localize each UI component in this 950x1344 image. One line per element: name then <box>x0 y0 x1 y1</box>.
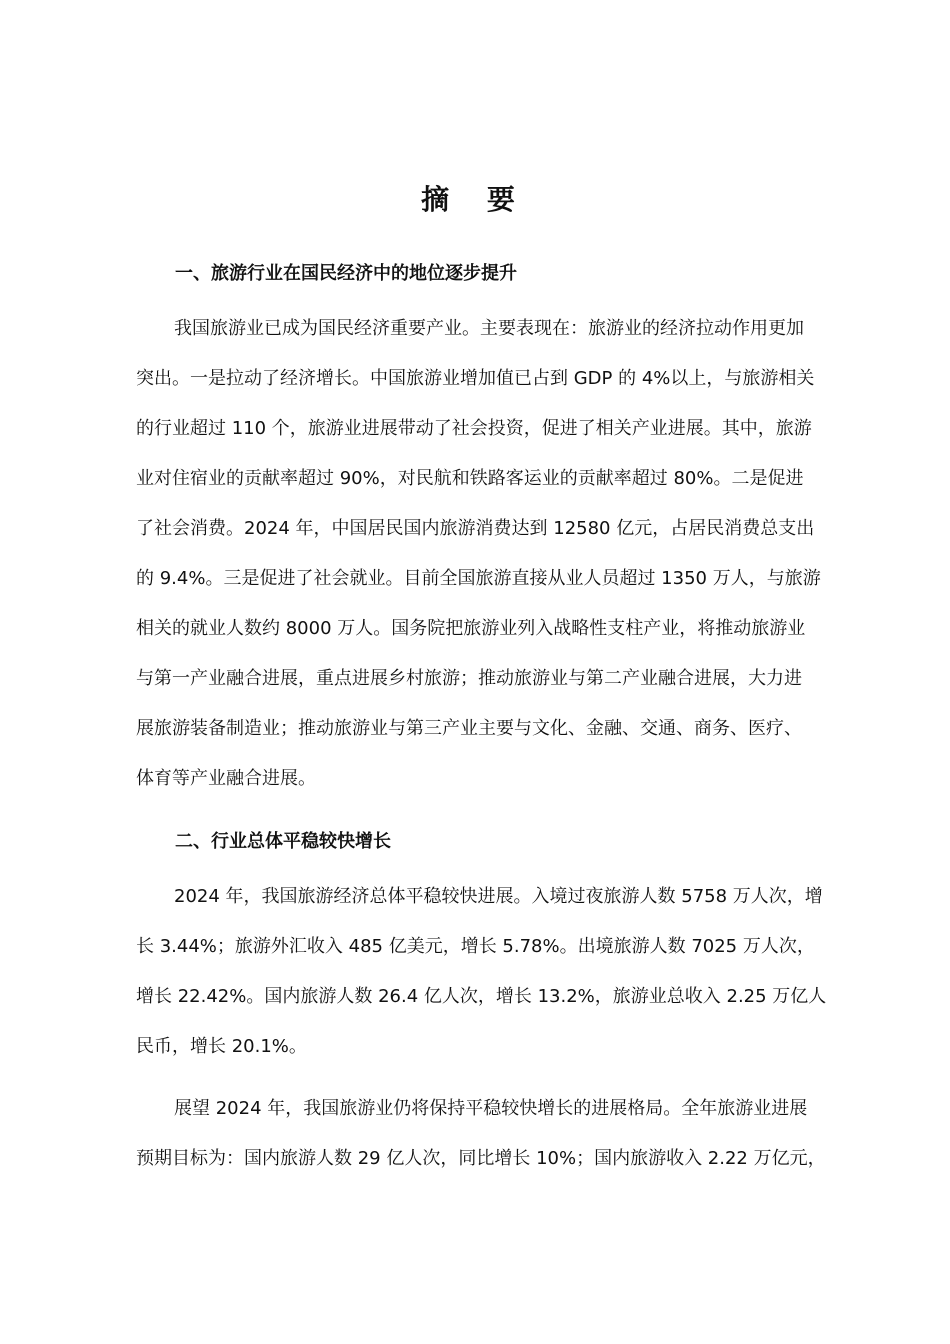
section-heading-1: 一、旅游行业在国民经济中的地位逐步提升 <box>175 263 517 284</box>
paragraph-line: 与第一产业融合进展，重点进展乡村旅游；推动旅游业与第二产业融合进展，大力进 <box>136 668 802 689</box>
paragraph-line: 展旅游装备制造业；推动旅游业与第三产业主要与文化、金融、交通、商务、医疗、 <box>136 718 802 739</box>
paragraph-line: 了社会消费。2024 年，中国居民国内旅游消费达到 12580 亿元，占居民消费总支出 <box>136 518 815 539</box>
paragraph-line: 增长 22.42%。国内旅游人数 26.4 亿人次，增长 13.2%，旅游业总收入 2.25 万亿人 <box>136 986 827 1007</box>
section-1-paragraph-1 <box>136 304 856 804</box>
paragraph-line: 突出。一是拉动了经济增长。中国旅游业增加值已占到 GDP 的 4%以上，与旅游相关 <box>136 368 815 389</box>
paragraph-line: 预期目标为：国内旅游人数 29 亿人次，同比增长 10%；国内旅游收入 2.22 万亿元， <box>136 1148 826 1169</box>
paragraph-line: 的行业超过 110 个，旅游业进展带动了社会投资，促进了相关产业进展。其中，旅游 <box>136 418 812 439</box>
paragraph-line: 体育等产业融合进展。 <box>136 768 316 789</box>
paragraph-line: 长 3.44%；旅游外汇收入 485 亿美元，增长 5.78%。出境旅游人数 7025 万人次， <box>136 936 815 957</box>
paragraph-line: 我国旅游业已成为国民经济重要产业。主要表现在：旅游业的经济拉动作用更加 <box>174 318 804 339</box>
section-heading-2: 二、行业总体平稳较快增长 <box>175 831 391 852</box>
paragraph-line: 民币，增长 20.1%。 <box>136 1036 307 1057</box>
page-title: 摘 要 <box>421 183 529 216</box>
section-2-paragraph-1 <box>136 872 856 1072</box>
paragraph-line: 业对住宿业的贡献率超过 90%，对民航和铁路客运业的贡献率超过 80%。二是促进 <box>136 468 804 489</box>
section-2-paragraph-2 <box>136 1084 856 1184</box>
paragraph-line: 相关的就业人数约 8000 万人。国务院把旅游业列入战略性支柱产业，将推动旅游业 <box>136 618 806 639</box>
paragraph-line: 2024 年，我国旅游经济总体平稳较快进展。入境过夜旅游人数 5758 万人次，增 <box>174 886 823 907</box>
paragraph-line: 的 9.4%。三是促进了社会就业。目前全国旅游直接从业人员超过 1350 万人，与旅游 <box>136 568 821 589</box>
paragraph-line: 展望 2024 年，我国旅游业仍将保持平稳较快增长的进展格局。全年旅游业进展 <box>174 1098 808 1119</box>
